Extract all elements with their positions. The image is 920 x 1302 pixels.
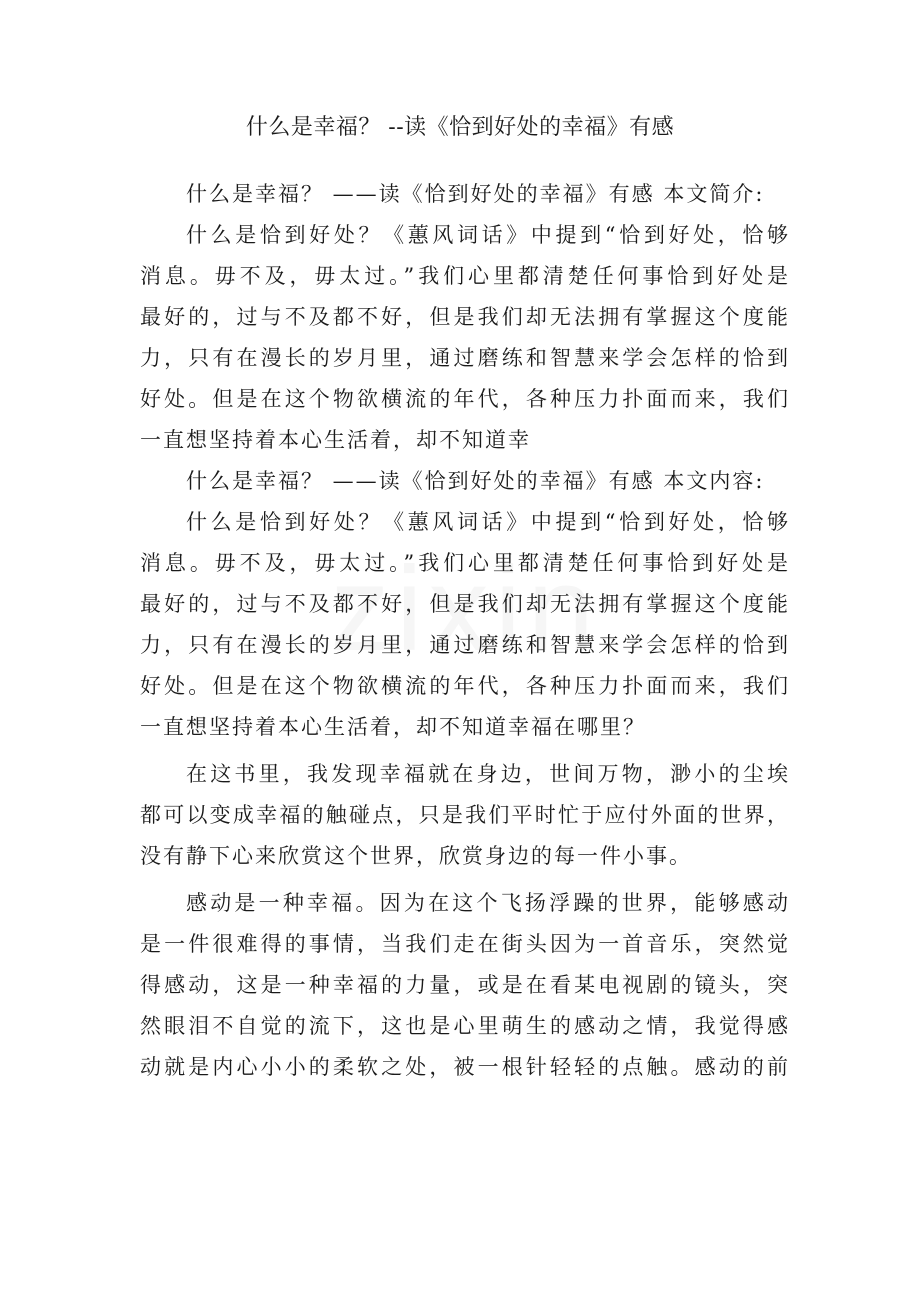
paragraph-book-discovery bbox=[140, 754, 790, 877]
text-line: 动就是内心小小的柔软之处，被一根针轻轻的点触。感动的前 bbox=[140, 1055, 790, 1079]
text-line: 最好的，过与不及都不好，但是我们却无法拥有掌握这个度能 bbox=[140, 592, 790, 616]
text-line: 什么是幸福？ ——读《恰到好处的幸福》有感 本文简介: bbox=[186, 182, 765, 206]
text-line: 好处。但是在这个物欲横流的年代，各种压力扑面而来，我们 bbox=[140, 387, 790, 411]
text-line: 力，只有在漫长的岁月里，通过磨练和智慧来学会怎样的恰到 bbox=[140, 346, 790, 370]
text-line: 什么是幸福？ ——读《恰到好处的幸福》有感 本文内容: bbox=[186, 469, 765, 493]
document-body bbox=[140, 174, 790, 1088]
text-line: 什么是恰到好处？《蕙风词话》中提到“恰到好处，恰够 bbox=[186, 223, 790, 247]
text-line: 得感动，这是一种幸福的力量，或是在看某电视剧的镜头，突 bbox=[140, 973, 790, 997]
paragraph-summary bbox=[140, 215, 790, 461]
text-line: 力，只有在漫长的岁月里，通过磨练和智慧来学会怎样的恰到 bbox=[140, 633, 790, 657]
paragraph-being-moved bbox=[140, 883, 790, 1088]
paragraph-content-heading bbox=[140, 461, 790, 502]
text-line: 一直想坚持着本心生活着，却不知道幸福在哪里？ bbox=[140, 715, 646, 739]
text-line: 一直想坚持着本心生活着，却不知道幸 bbox=[140, 428, 531, 452]
text-line: 没有静下心来欣赏这个世界，欣赏身边的每一件小事。 bbox=[140, 844, 692, 868]
text-line: 好处。但是在这个物欲横流的年代，各种压力扑面而来，我们 bbox=[140, 674, 790, 698]
text-line: 最好的，过与不及都不好，但是我们却无法拥有掌握这个度能 bbox=[140, 305, 790, 329]
text-line: 都可以变成幸福的触碰点，只是我们平时忙于应付外面的世界， bbox=[140, 803, 790, 827]
text-line: 消息。毋不及，毋太过。”我们心里都清楚任何事恰到好处是 bbox=[140, 551, 790, 575]
text-line: 感动是一种幸福。因为在这个飞扬浮躁的世界，能够感动 bbox=[186, 891, 790, 915]
text-line: 什么是恰到好处？《蕙风词话》中提到“恰到好处，恰够 bbox=[186, 510, 790, 534]
paragraph-summary-heading bbox=[140, 174, 790, 215]
text-line: 在这书里，我发现幸福就在身边，世间万物，渺小的尘埃 bbox=[186, 762, 790, 786]
paragraph-content bbox=[140, 502, 790, 748]
text-line: 消息。毋不及，毋太过。”我们心里都清楚任何事恰到好处是 bbox=[140, 264, 790, 288]
text-line: 然眼泪不自觉的流下，这也是心里萌生的感动之情，我觉得感 bbox=[140, 1014, 790, 1038]
text-line: 是一件很难得的事情，当我们走在街头因为一首音乐，突然觉 bbox=[140, 932, 790, 956]
document-title: 什么是幸福？ --读《恰到好处的幸福》有感 bbox=[245, 115, 675, 140]
